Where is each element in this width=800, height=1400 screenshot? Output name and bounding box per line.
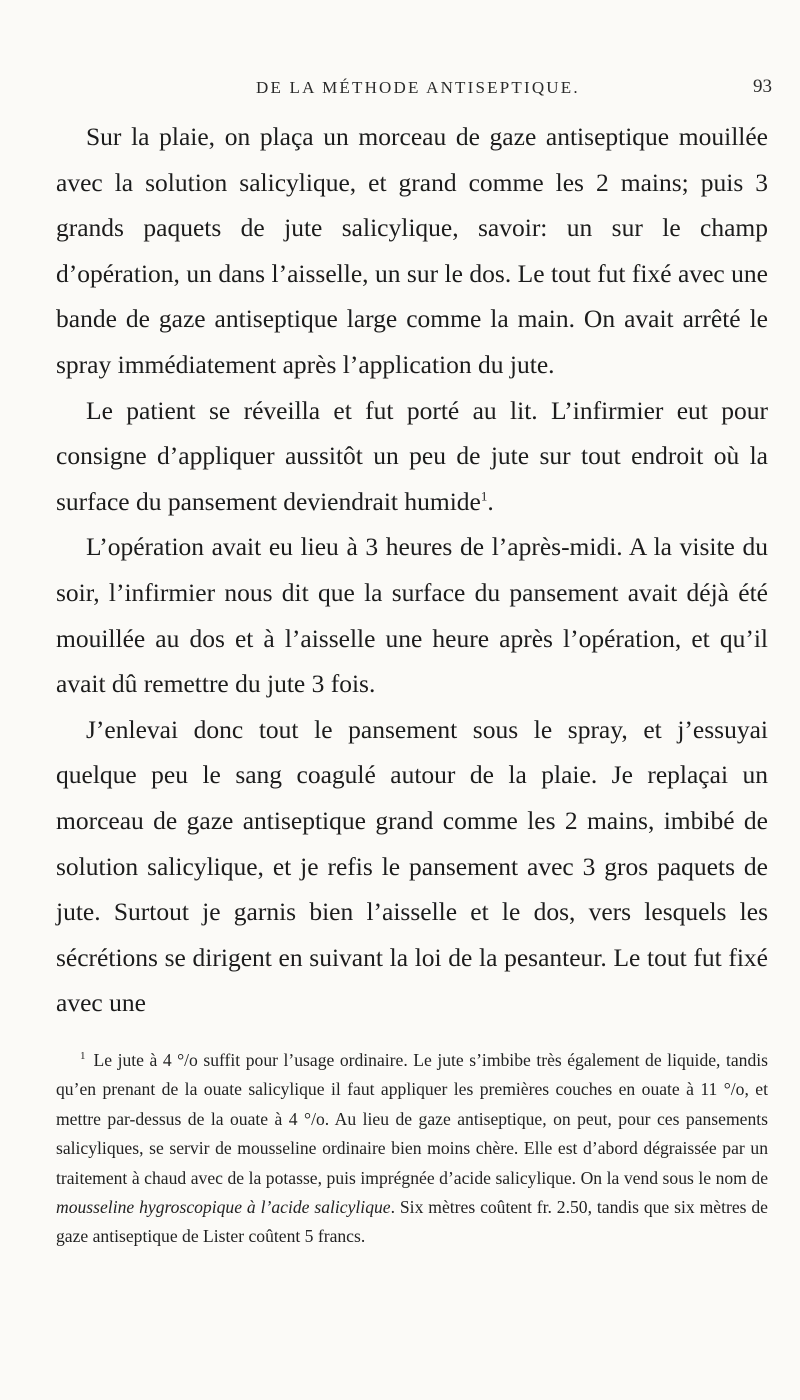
paragraph: J’enlevai donc tout le pansement sous le spray, et j’essuyai quelque peu le sang coagulé autour de la plaie. Je replaçai un morceau de gaze antiseptique grand comme les 2 mains, imbibé de solution salicylique, et je refis le pansement avec 3 gros paquets de jute. Surtout je garnis bien l’aisselle et le dos, vers lesquels les sécrétions se dirigent en suivant la loi de la pesanteur. Le tout fut fixé avec une	[56, 714, 768, 1018]
footnote-reference: 1	[480, 488, 488, 504]
footnote	[56, 1046, 768, 1252]
paragraph: Sur la plaie, on plaça un morceau de gaze antiseptique mouillée avec la solution salicylique, et grand comme les 2 mains; puis 3 grands paquets de jute salicylique, savoir: un sur le champ d’opération, un dans l’aisselle, un sur le dos. Le tout fut fixé avec une bande de gaze antiseptique large comme la main. On avait arrêté le spray immédiatement après l’application du jute.	[56, 122, 768, 379]
paragraph-text: Le patient se réveilla et fut porté au lit. L’infirmier eut pour consigne d’appliquer aussitôt un peu de jute sur tout endroit où la surface du pansement deviendrait humide	[56, 395, 768, 516]
page-number: 93	[753, 76, 772, 97]
footnote-text: Le jute à 4 °/o suffit pour l’usage ordinaire. Le jute s’imbibe très également de liquide, tandis qu’en prenant de la ouate salicylique il faut appliquer les premières couches en ouate à 11 °/o, et mettre par-dessus de la ouate à 4 °/o. Au lieu de gaze antiseptique, on peut, pour ces pansements salicyliques, se servir de mousseline ordinaire bien moins chère. Elle est d’abord dégraissée par un traitement à chaud avec de la potasse, puis imprégnée d’acide salicylique. On la vend sous le nom de	[56, 1050, 768, 1188]
paragraph: L’opération avait eu lieu à 3 heures de l’après-midi. A la visite du soir, l’infirmier nous dit que la surface du pansement avait déjà été mouillée au dos et à l’aisselle une heure après l’opération, et qu’il avait dû remettre du jute 3 fois.	[56, 532, 768, 699]
paragraph-end: .	[487, 486, 494, 516]
footnotes	[56, 1046, 768, 1252]
footnote-marker: 1	[80, 1050, 86, 1063]
footnote-text-end: . Six mètres coûtent fr. 2.50, tandis que six mètres de gaze antiseptique de Lister coûtent 5 francs.	[56, 1197, 768, 1247]
running-head: DE LA MÉTHODE ANTISEPTIQUE.	[256, 78, 580, 97]
main-text	[56, 114, 768, 1026]
paragraph	[56, 388, 768, 525]
footnote-italic-term: mousseline hygroscopique à l’acide salicylique	[56, 1197, 391, 1218]
